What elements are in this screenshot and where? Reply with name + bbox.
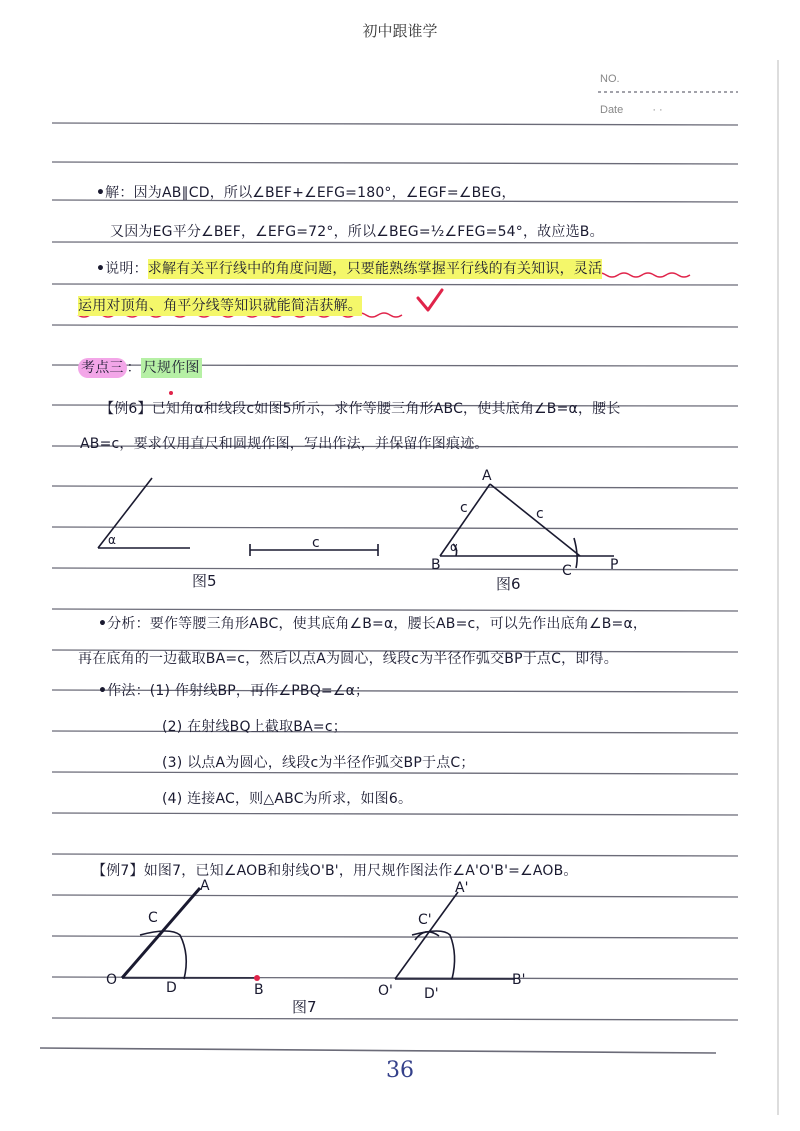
fig7-point-b: B (254, 982, 264, 998)
fig6-point-b: B (431, 557, 441, 573)
ruled-line (52, 162, 738, 164)
analysis-label: 分析 (107, 616, 136, 632)
note-line-1: •说明：求解有关平行线中的角度问题，只要能熟练掌握平行线的有关知识，灵活 (96, 261, 603, 277)
figure6-drawing (440, 484, 614, 568)
method-step-1: (1) 作射线BP，再作∠PBQ=∠α； (149, 683, 370, 699)
fig6-alpha-label: α (450, 540, 458, 554)
fig5-alpha-label: α (108, 533, 116, 547)
note-line-2 (78, 295, 362, 315)
fig7-caption: 图7 (292, 998, 317, 1016)
example7-line: 【例7】如图7，已知∠AOB和射线O'B'，用尺规作图法作∠A'O'B'=∠AOB。 (92, 863, 578, 879)
solution-line-2: 又因为EG平分∠BEF，∠EFG=72°，所以∠BEG=½∠FEG=54°，故应选B。 (110, 224, 604, 240)
example6-tag: 例6 (114, 401, 138, 417)
section3-tag: 考点三 (78, 358, 127, 378)
fig7-point-b2: B' (512, 972, 526, 988)
ruled-line (52, 242, 738, 243)
date-dots: · · (652, 104, 663, 116)
ruled-line (52, 936, 738, 938)
fig6-side-right-label: c (536, 506, 544, 522)
ruled-line (52, 568, 738, 570)
fig7-point-o2: O' (378, 983, 393, 999)
fig6-caption: 图6 (496, 575, 521, 593)
page-header: 初中跟谁学 (362, 22, 438, 40)
ink-dot (169, 391, 173, 395)
example6-line-1: 【例6】已知角α和线段c如图5所示，求作等腰三角形ABC，使其底角∠B=α，腰长 (100, 401, 621, 417)
ruled-line (52, 486, 738, 488)
figure7-drawing (122, 888, 515, 979)
fig5-angle-ray (98, 478, 152, 548)
solution-line-1: •解：因为AB∥CD，所以∠BEF+∠EFG=180°，∠EGF=∠BEG， (96, 185, 516, 201)
analysis-text-1: 要作等腰三角形ABC，使其底角∠B=α，腰长AB=c，可以先作出底角∠B=α， (149, 616, 648, 632)
fig7-point-o: O (106, 972, 118, 988)
fig7-point-c2: C' (418, 912, 432, 928)
section3-title: 尺规作图 (142, 360, 200, 376)
method-line-1: •作法：(1) 作射线BP，再作∠PBQ=∠α； (98, 683, 370, 699)
ruled-line (52, 527, 738, 529)
check-mark-icon (418, 290, 442, 310)
method-step-4: (4) 连接AC，则△ABC为所求，如图6。 (162, 791, 413, 807)
fig6-point-a: A (482, 468, 492, 484)
bullet: • (96, 261, 106, 277)
example7-tag: 例7 (106, 863, 130, 879)
example6-line-2: AB=c，要求仅用直尺和圆规作图，写出作法，并保留作图痕迹。 (80, 436, 489, 452)
note-label: 说明 (105, 261, 134, 277)
ruled-line (52, 325, 738, 327)
ruled-line (52, 895, 738, 897)
bullet: • (98, 616, 108, 632)
fig7-point-a2: A' (455, 880, 469, 896)
fig7-point-c: C (148, 910, 158, 926)
method-step-3: (3) 以点A为圆心，线段c为半径作弧交BP于点C； (162, 755, 475, 771)
fig7-point-d: D (166, 980, 177, 996)
note-text-1: 求解有关平行线中的角度问题，只要能熟练掌握平行线的有关知识，灵活 (147, 261, 603, 277)
ruled-line (52, 1018, 738, 1020)
ruled-line-bottom (40, 1048, 716, 1053)
ruled-line (52, 284, 738, 285)
ruled-line (52, 731, 738, 733)
notebook-no-label: NO. (600, 73, 620, 85)
page-number: 36 (386, 1058, 414, 1083)
fig7-arc-c2d2 (412, 931, 455, 979)
solution-label: 解 (105, 185, 120, 201)
fig7-arc-cd (140, 931, 186, 979)
analysis-line-2: 再在底角的一边截取BA=c，然后以点A为圆心，线段c为半径作弧交BP于点C，即得。 (78, 651, 618, 667)
date-label-text: Date (600, 104, 624, 116)
note-text-2: 运用对顶角、角平分线等知识就能简洁获解。 (78, 298, 362, 314)
ruled-line (52, 772, 738, 774)
fig6-side-ba (440, 484, 490, 556)
solution-text-1: 因为AB∥CD，所以∠BEF+∠EFG=180°，∠EGF=∠BEG， (133, 185, 516, 201)
fig7-point-a: A (200, 878, 210, 894)
analysis-line-1: •分析：要作等腰三角形ABC，使其底角∠B=α，腰长AB=c，可以先作出底角∠B=α， (98, 616, 648, 632)
example7-text: 如图7，已知∠AOB和射线O'B'，用尺规作图法作∠A'O'B'=∠AOB。 (143, 863, 578, 879)
fig7-ray-o2a2 (395, 892, 458, 979)
fig7-b-dot (254, 975, 260, 981)
ruled-line (52, 813, 738, 815)
fig7-ray-oa (122, 888, 200, 978)
example6-text-1: 已知角α和线段c如图5所示，求作等腰三角形ABC，使其底角∠B=α，腰长 (151, 401, 621, 417)
fig6-side-ac (490, 484, 580, 556)
figure5-drawing (98, 478, 378, 556)
ruled-line (52, 123, 738, 125)
fig7-point-d2: D' (424, 986, 439, 1002)
fig6-side-left-label: c (460, 500, 468, 516)
fig6-point-p: P (610, 557, 619, 573)
fig6-point-c: C (562, 563, 572, 579)
ruled-line (52, 854, 738, 856)
fig5-caption: 图5 (192, 572, 217, 590)
section3-heading: 考点三 ： 尺规作图 (78, 357, 202, 377)
ruled-line (52, 609, 738, 611)
bullet: • (98, 683, 108, 699)
fig5-segment-label: c (312, 535, 320, 551)
method-step-2: (2) 在射线BQ上截取BA=c； (162, 719, 347, 735)
method-label: 作法 (107, 683, 136, 699)
bullet: • (96, 185, 106, 201)
